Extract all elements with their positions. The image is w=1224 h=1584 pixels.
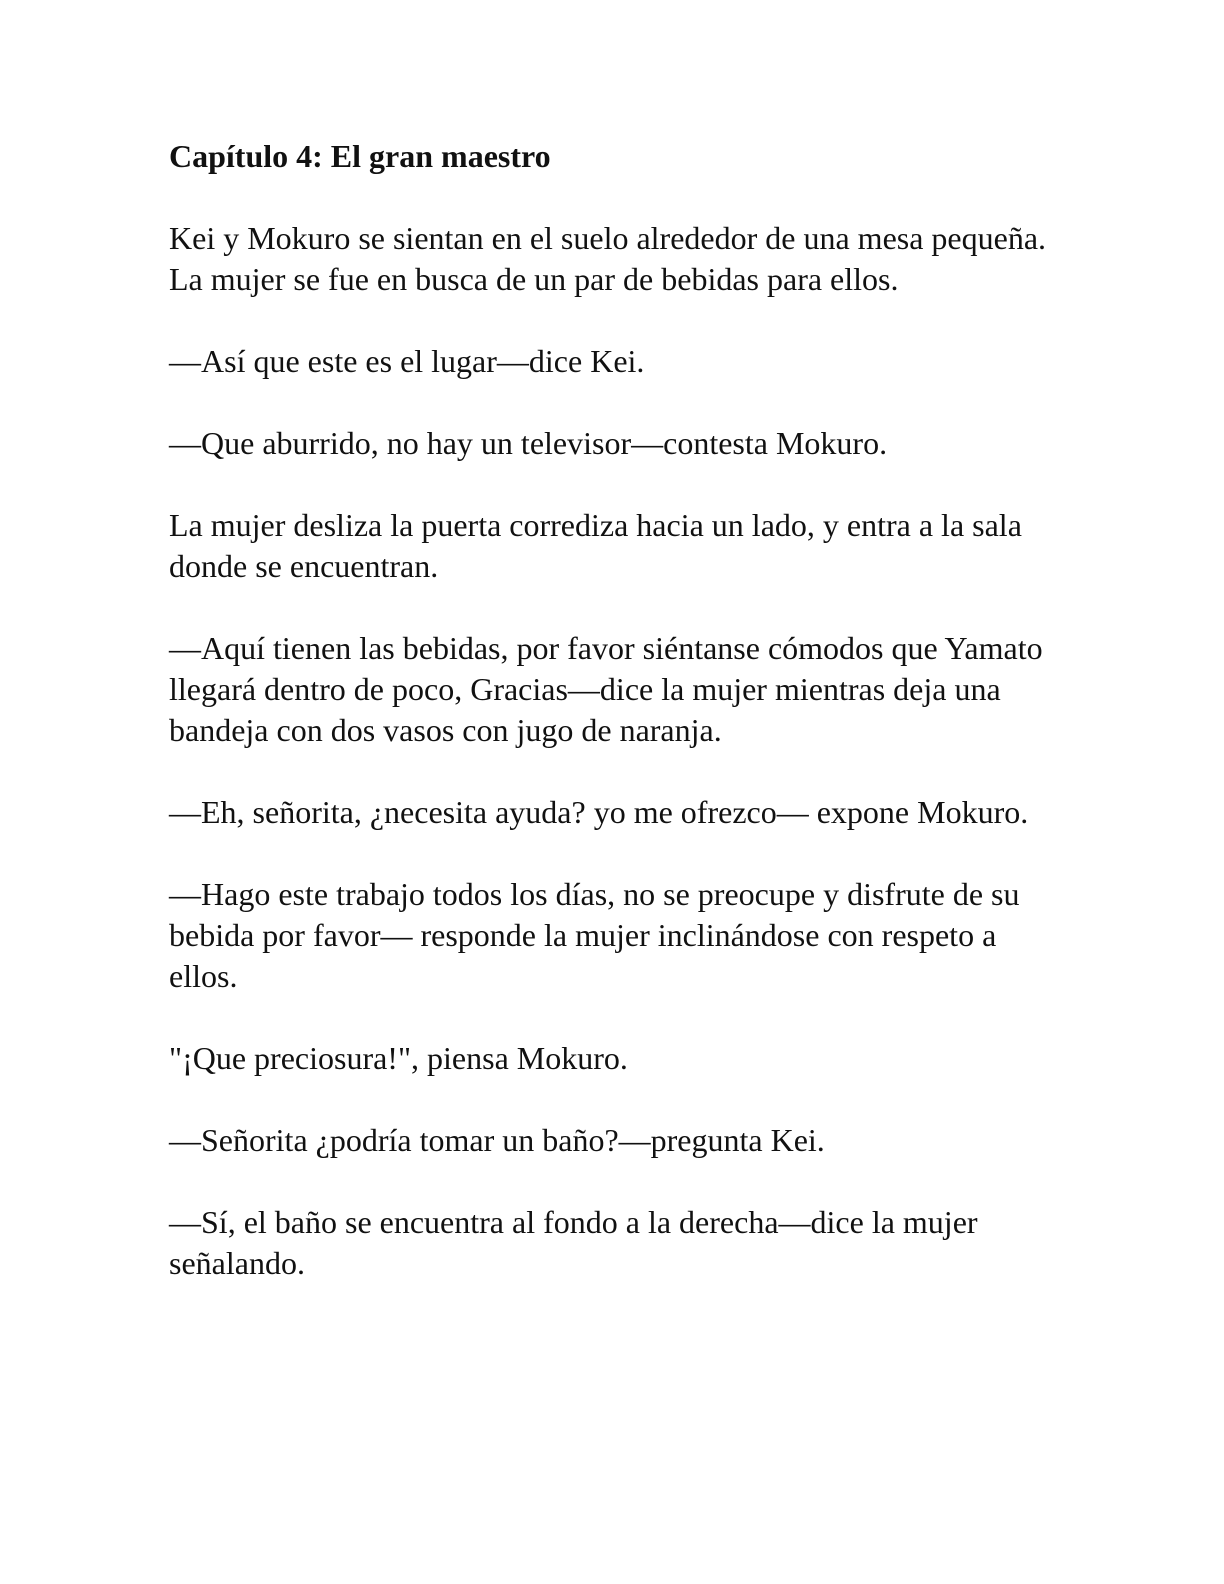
- document-body: [169, 136, 1049, 1284]
- paragraph: —Eh, señorita, ¿necesita ayuda? yo me ofrezco— expone Mokuro.: [169, 794, 1029, 830]
- paragraph: —Hago este trabajo todos los días, no se preocupe y disfrute de su bebida por favor— responde la mujer inclinándose con respeto a ellos.: [169, 876, 1020, 994]
- paragraph: —Sí, el baño se encuentra al fondo a la derecha—dice la mujer señalando.: [169, 1204, 978, 1281]
- paragraph: —Así que este es el lugar—dice Kei.: [169, 343, 645, 379]
- paragraph: "¡Que preciosura!", piensa Mokuro.: [169, 1040, 628, 1076]
- paragraph: —Señorita ¿podría tomar un baño?—pregunta Kei.: [169, 1122, 825, 1158]
- paragraph: —Aquí tienen las bebidas, por favor siéntanse cómodos que Yamato llegará dentro de poco, Gracias—dice la mujer mientras deja una bandeja con dos vasos con jugo de naranja.: [169, 630, 1043, 748]
- paragraph: La mujer desliza la puerta corrediza hacia un lado, y entra a la sala donde se encuentran.: [169, 507, 1022, 584]
- paragraph: Kei y Mokuro se sientan en el suelo alrededor de una mesa pequeña. La mujer se fue en busca de un par de bebidas para ellos.: [169, 220, 1047, 297]
- chapter-title: Capítulo 4: El gran maestro: [169, 138, 551, 174]
- paragraph: —Que aburrido, no hay un televisor—contesta Mokuro.: [169, 425, 888, 461]
